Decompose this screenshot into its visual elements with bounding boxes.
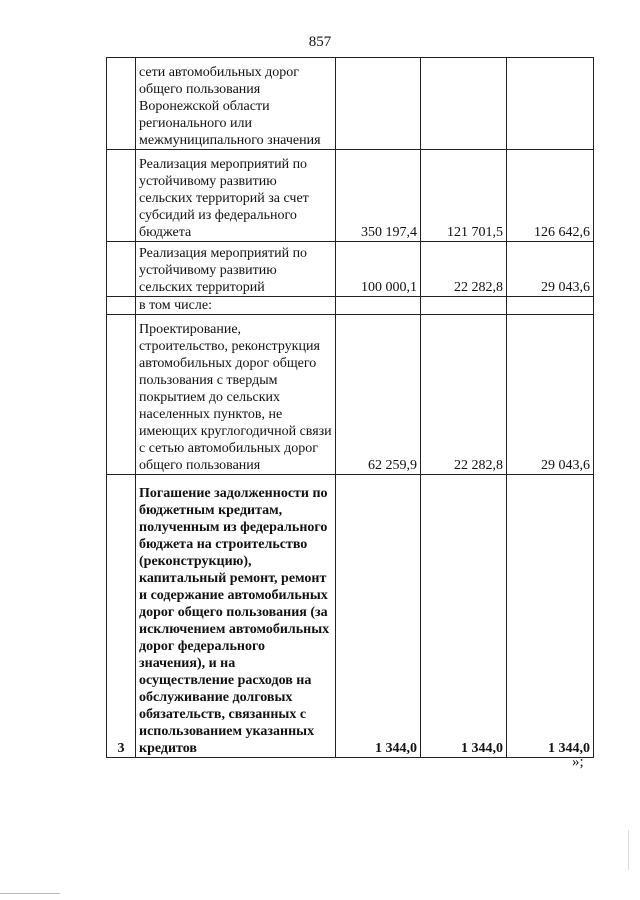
value-cell-1 (336, 58, 421, 150)
value-cell-3: 29 043,6 (507, 242, 594, 297)
value-cell-1: 100 000,1 (336, 242, 421, 297)
row-number-cell (107, 150, 136, 242)
row-number-cell (107, 297, 136, 315)
value-cell-2 (421, 297, 507, 315)
row-description-cell: Реализация мероприятий по устойчивому развитию сельских территорий (136, 242, 336, 297)
value-cell-1: 62 259,9 (336, 315, 421, 475)
value-cell-2: 1 344,0 (421, 475, 507, 758)
value-cell-2: 22 282,8 (421, 242, 507, 297)
value-cell-3: 126 642,6 (507, 150, 594, 242)
closing-quote: »; (572, 754, 584, 770)
row-number-cell (107, 242, 136, 297)
page-number: 857 (308, 34, 332, 50)
value-cell-1: 1 344,0 (336, 475, 421, 758)
table-row (107, 475, 594, 758)
row-number-cell: 3 (107, 475, 136, 758)
table-row (107, 58, 594, 150)
row-number-cell (107, 58, 136, 150)
row-description-cell: Проектирование, строительство, реконструкция автомобильных дорог общего пользования с твердым покрытием до сельских населенных пунктов, не имеющих круглогодичной связи с сетью автомобильных дорог общего пользования (136, 315, 336, 475)
row-description-cell: Реализация мероприятий по устойчивому развитию сельских территорий за счет субсидий из федерального бюджета (136, 150, 336, 242)
scan-artifact (0, 893, 60, 894)
value-cell-3 (507, 58, 594, 150)
table-row (107, 242, 594, 297)
row-description-cell: в том числе: (136, 297, 336, 315)
value-cell-1 (336, 297, 421, 315)
value-cell-2: 121 701,5 (421, 150, 507, 242)
value-cell-3 (507, 297, 594, 315)
value-cell-3: 1 344,0 (507, 475, 594, 758)
value-cell-2 (421, 58, 507, 150)
value-cell-3: 29 043,6 (507, 315, 594, 475)
table-row (107, 150, 594, 242)
scan-artifact (628, 830, 629, 870)
row-number-cell (107, 315, 136, 475)
table-row (107, 297, 594, 315)
row-description-cell: сети автомобильных дорог общего пользования Воронежской области регионального или межмуниципального значения (136, 58, 336, 150)
value-cell-2: 22 282,8 (421, 315, 507, 475)
table-row (107, 315, 594, 475)
value-cell-1: 350 197,4 (336, 150, 421, 242)
row-description-cell: Погашение задолженности по бюджетным кредитам, полученным из федерального бюджета на строительство (реконструкцию), капитальный ремонт, ремонт и содержание автомобильных дорог общего пользования (за исключением автомобильных дорог федерального значения), и на осуществление расходов на обслуживание долговых обязательств, связанных с использованием указанных кредитов (136, 475, 336, 758)
budget-table (106, 57, 594, 758)
